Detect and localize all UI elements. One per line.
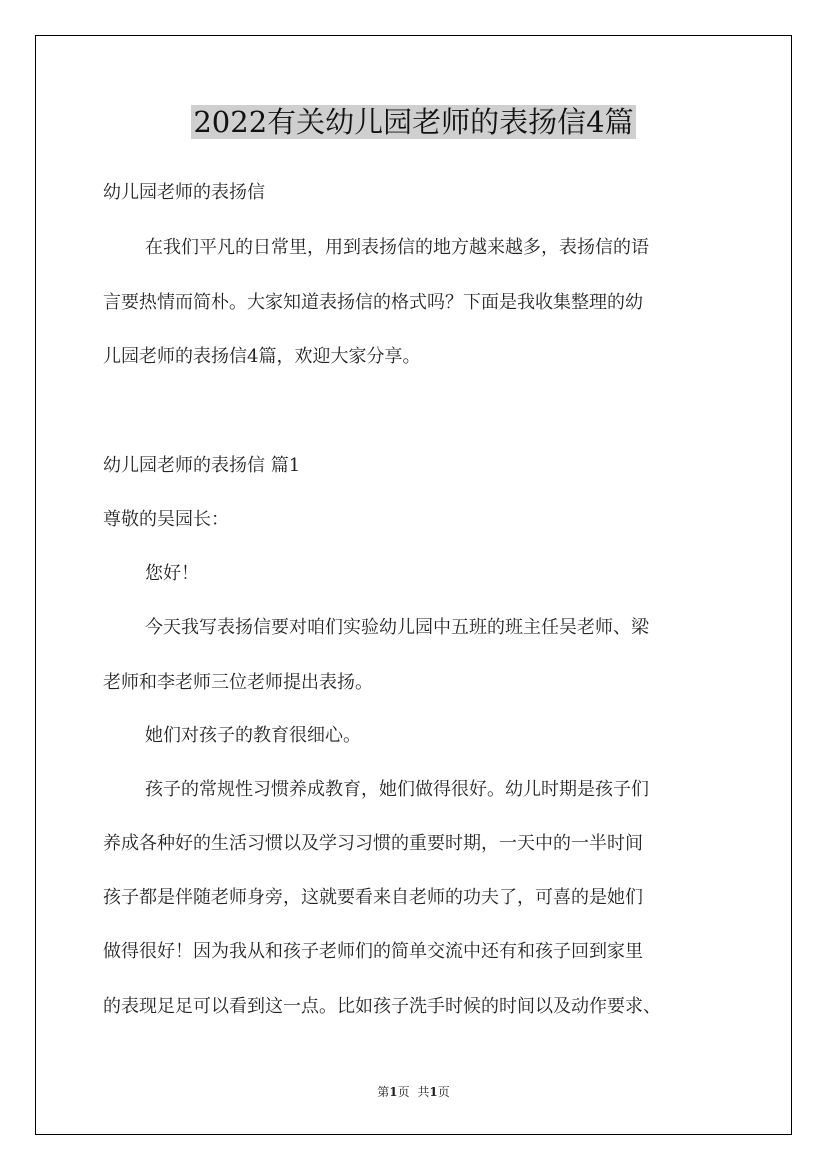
paragraph3-line-4: 做得很好！因为我从和孩子老师们的简单交流中还有和孩子回到家里	[103, 941, 643, 962]
paragraph3-line-5: 的表现足足可以看到这一点。比如孩子洗手时候的时间以及动作要求、	[103, 996, 661, 1017]
document-title-text: 2022有关幼儿园老师的表扬信4篇	[193, 105, 634, 139]
paragraph3-line-1: 孩子的常规性习惯养成教育，她们做得很好。幼儿时期是孩子们	[145, 779, 649, 800]
page-number: 1	[389, 1085, 398, 1099]
total-number: 1	[429, 1085, 438, 1099]
total-suffix: 页	[437, 1085, 450, 1099]
paragraph1-line-1: 今天我写表扬信要对咱们实验幼儿园中五班的班主任吴老师、梁	[145, 617, 649, 638]
page-suffix: 页	[397, 1085, 410, 1099]
document-title	[0, 100, 827, 144]
page-prefix: 第	[377, 1085, 390, 1099]
page-footer	[0, 1083, 827, 1101]
salutation: 尊敬的吴园长：	[103, 509, 229, 530]
paragraph1-line-2: 老师和李老师三位老师提出表扬。	[103, 672, 373, 693]
intro-line-3: 儿园老师的表扬信4篇，欢迎大家分享。	[103, 346, 421, 367]
article-heading: 幼儿园老师的表扬信 篇1	[103, 455, 301, 476]
intro-line-2: 言要热情而简朴。大家知道表扬信的格式吗？下面是我收集整理的幼	[103, 292, 643, 313]
intro-line-1: 在我们平凡的日常里，用到表扬信的地方越来越多，表扬信的语	[145, 237, 649, 258]
total-prefix: 共	[417, 1085, 430, 1099]
paragraph3-line-3: 孩子都是伴随老师身旁，这就要看来自老师的功夫了，可喜的是她们	[103, 887, 643, 908]
paragraph3-line-2: 养成各种好的生活习惯以及学习习惯的重要时期，一天中的一半时间	[103, 833, 643, 854]
paragraph2: 她们对孩子的教育很细心。	[145, 725, 361, 746]
greeting: 您好！	[145, 563, 199, 584]
section-heading: 幼儿园老师的表扬信	[103, 182, 265, 203]
